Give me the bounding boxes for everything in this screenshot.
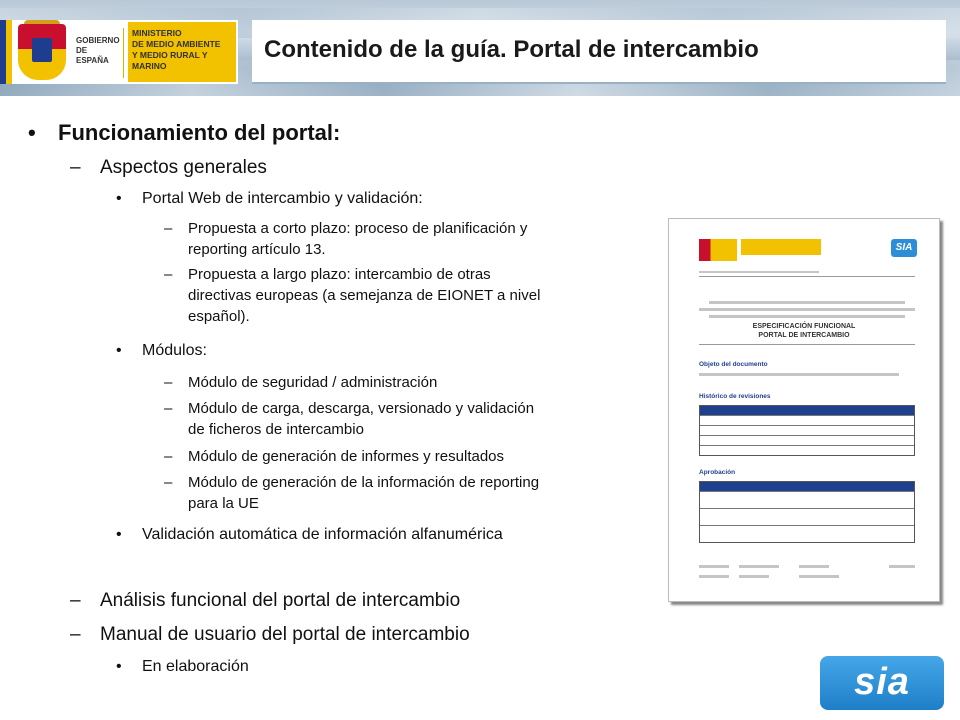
coat-of-arms-icon xyxy=(18,24,66,80)
doc-ministry-band xyxy=(741,239,821,255)
ministerio-label: MINISTERIO DE MEDIO AMBIENTE Y MEDIO RURAL Y MARINO xyxy=(128,22,236,82)
doc-title-1: ESPECIFICACIÓN FUNCIONAL xyxy=(752,323,856,330)
document-preview xyxy=(668,218,940,602)
doc-section-objeto: Objeto del documento xyxy=(699,361,768,368)
sia-logo: sia xyxy=(820,656,944,710)
gobierno-label: GOBIERNO DE ESPAÑA xyxy=(74,28,124,78)
doc-sia-logo: SIA xyxy=(891,239,917,257)
flag-strip xyxy=(0,20,12,84)
page-title: Contenido de la guía. Portal de intercambio xyxy=(264,36,759,63)
header-band xyxy=(0,0,960,96)
doc-approval-table xyxy=(699,481,915,543)
doc-ministry-logo xyxy=(699,239,737,261)
doc-revisions-table xyxy=(699,405,915,456)
title-box xyxy=(252,20,946,84)
ministry-logo xyxy=(0,20,238,84)
doc-section-historico: Histórico de revisiones xyxy=(699,393,771,400)
doc-title-2: PORTAL DE INTERCAMBIO xyxy=(758,332,850,339)
doc-section-aprobacion: Aprobación xyxy=(699,469,736,476)
